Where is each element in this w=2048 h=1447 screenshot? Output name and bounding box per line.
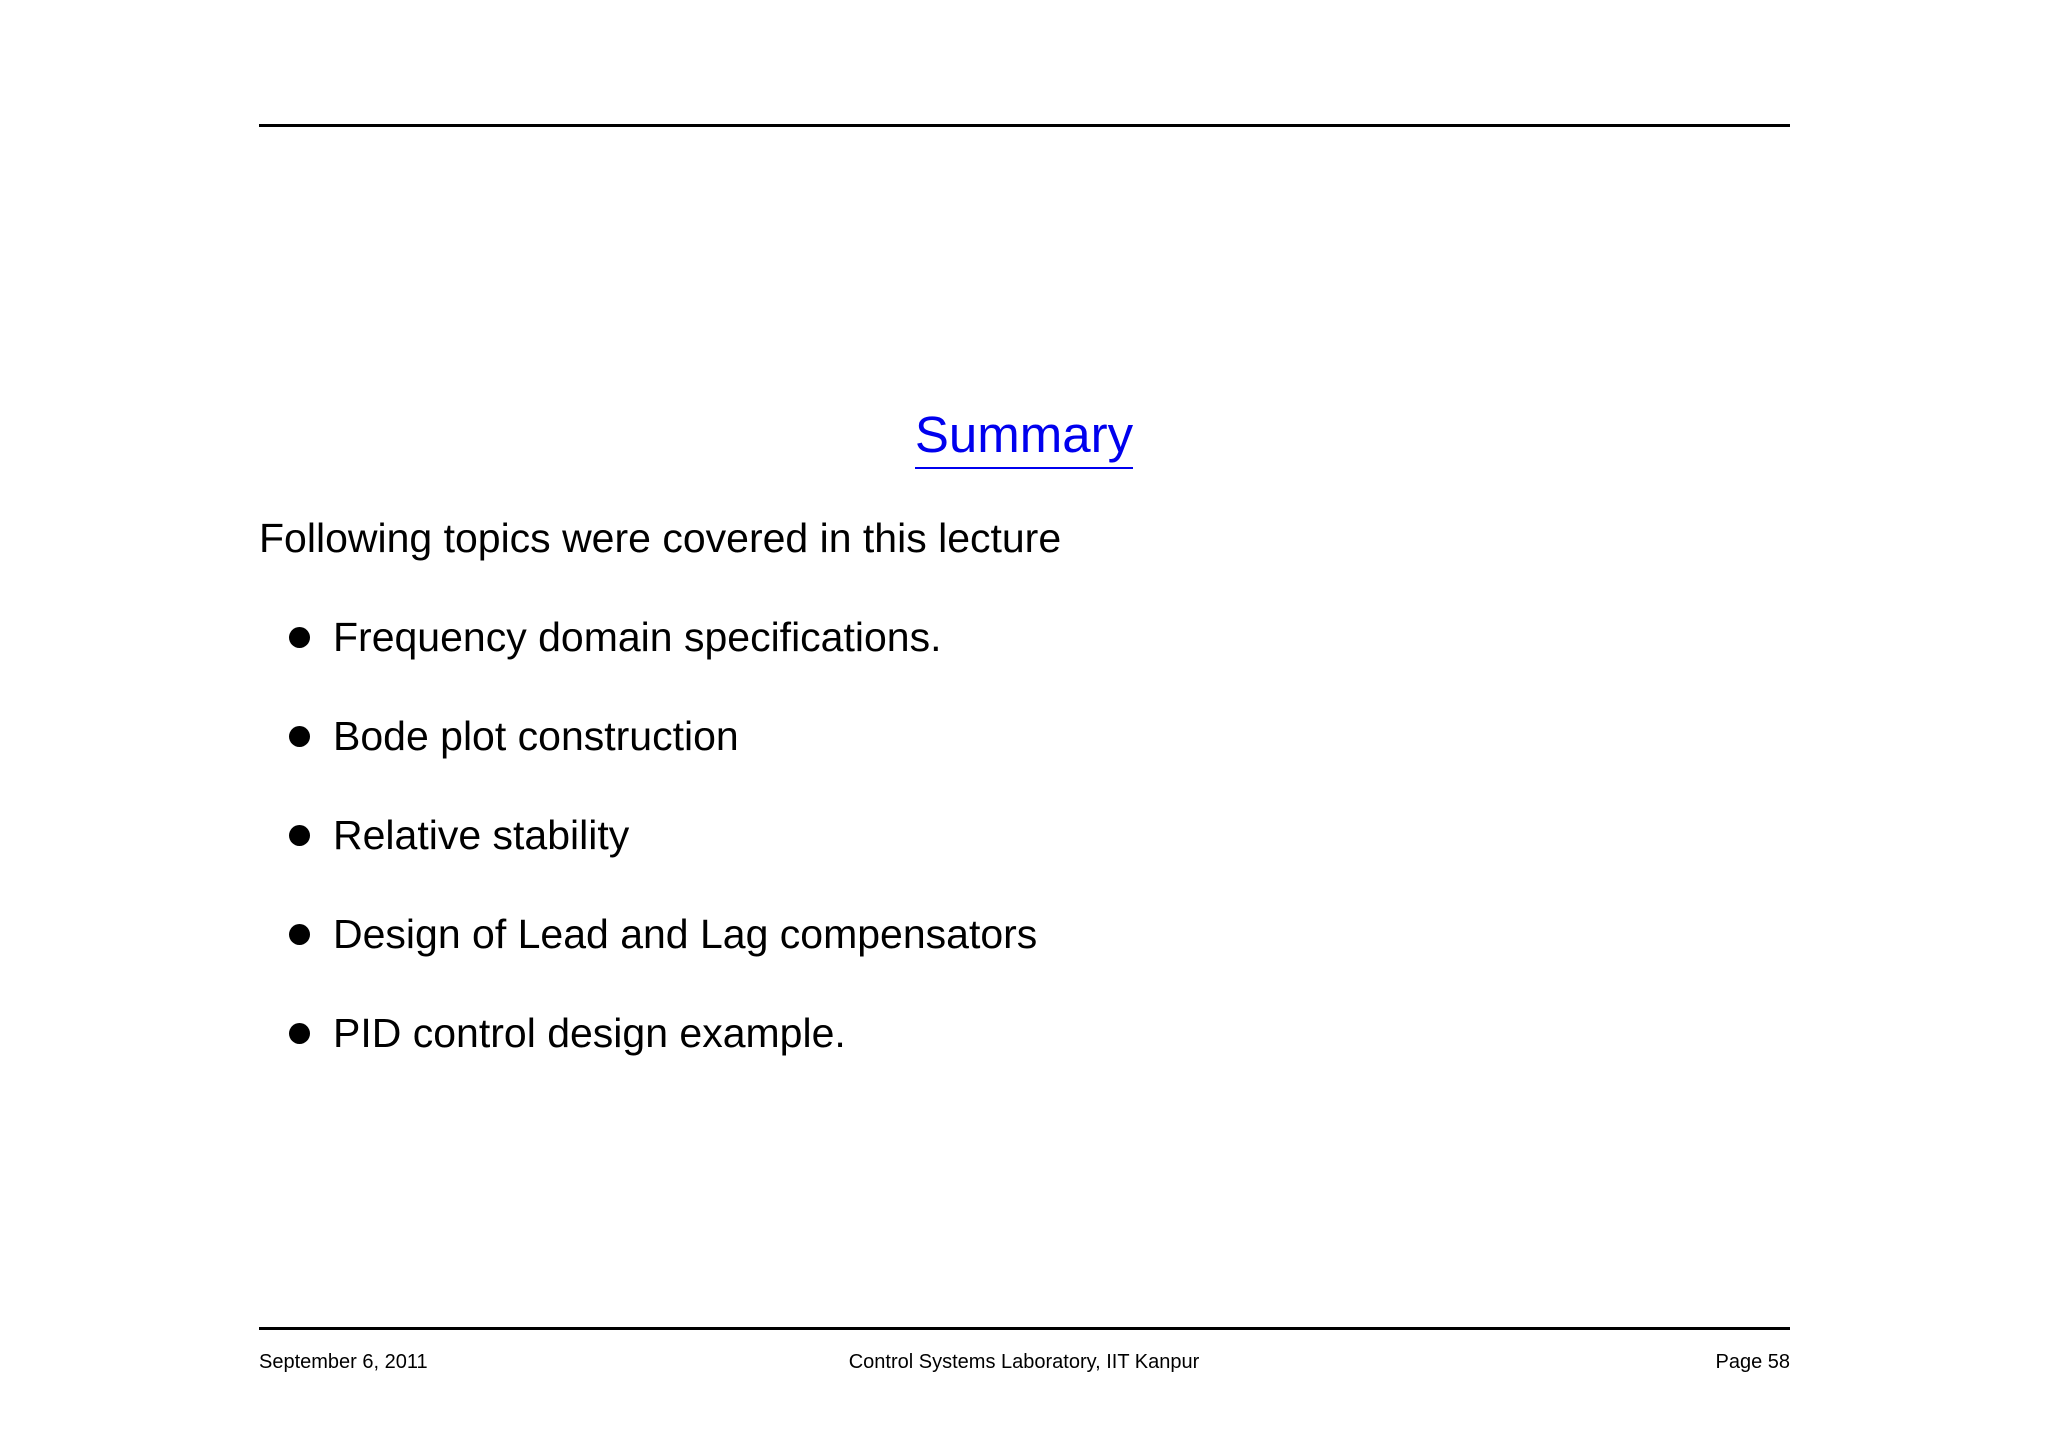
bullet-icon (289, 825, 310, 846)
list-item-text: Frequency domain specifications. (333, 614, 942, 660)
footer-rule (259, 1327, 1790, 1330)
bullet-icon (289, 726, 310, 747)
bullet-icon (289, 924, 310, 945)
list-item-text: Design of Lead and Lag compensators (333, 911, 1038, 957)
footer-date: September 6, 2011 (259, 1351, 428, 1373)
list-item-text: PID control design example. (333, 1010, 846, 1056)
list-item-text: Relative stability (333, 812, 630, 858)
bullet-icon (289, 627, 310, 648)
intro-text: Following topics were covered in this lecture (259, 515, 1062, 561)
list-item-text: Bode plot construction (333, 713, 739, 759)
header-rule (259, 124, 1790, 127)
slide-title (0, 400, 2048, 470)
footer-institution: Control Systems Laboratory, IIT Kanpur (848, 1351, 1200, 1373)
bullet-icon (289, 1023, 310, 1044)
slide-title-text: Summary (915, 405, 1133, 469)
footer-page-number: Page 58 (1715, 1351, 1790, 1373)
